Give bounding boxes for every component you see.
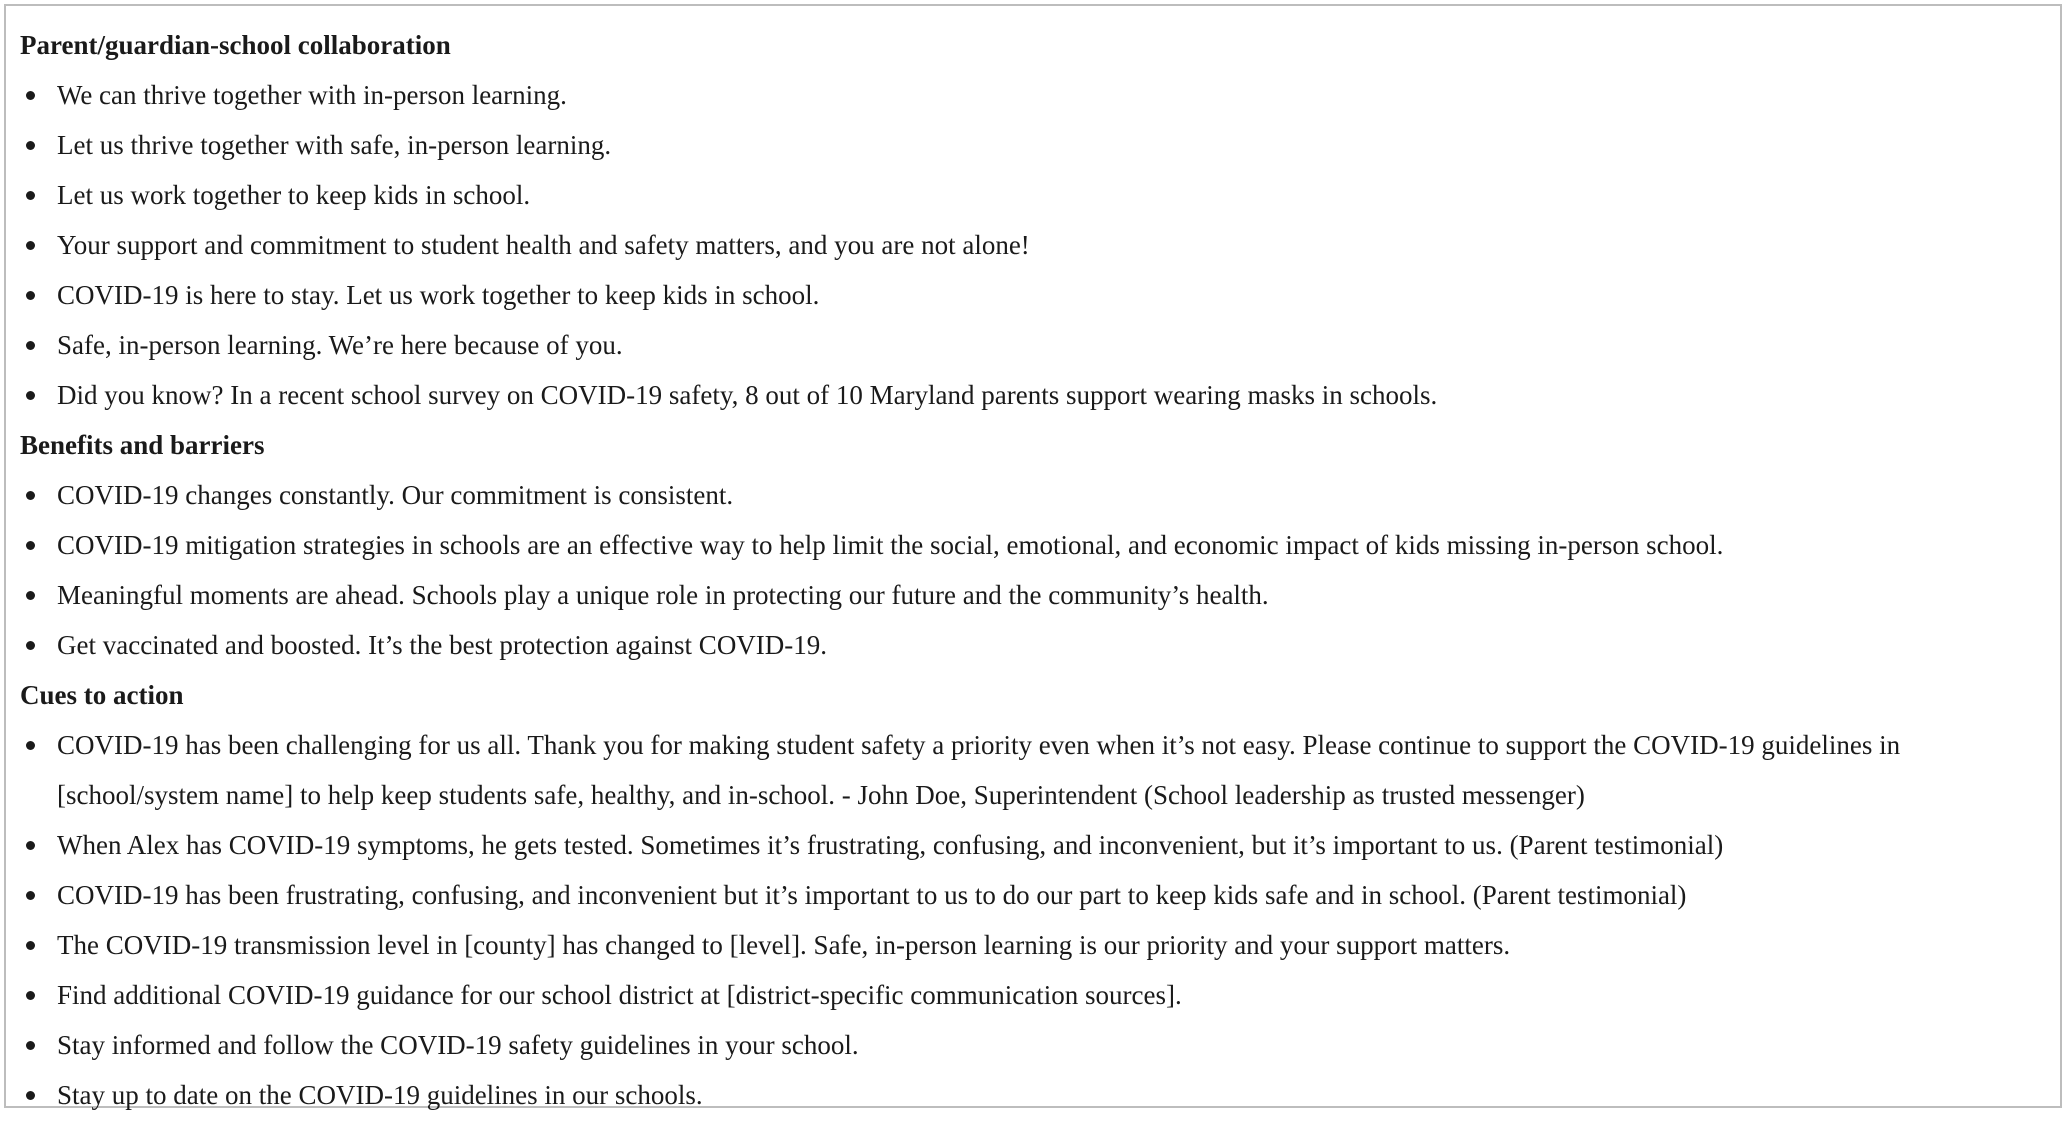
list-item (20, 720, 2060, 820)
list-item (20, 820, 2060, 870)
bullet-icon (26, 141, 35, 150)
list-item-text: COVID-19 has been challenging for us all. Thank you for making student safety a priority even when it’s not easy. Please continue to support the COVID-19 guidelines in [school/system name] to help keep students safe, healthy, and in-school. - John Doe, Superintendent (School leadership as trusted messenger) (57, 730, 1901, 810)
bullet-icon (26, 841, 35, 850)
list-item (20, 520, 2060, 570)
list-item (20, 170, 2060, 220)
bullet-icon (26, 491, 35, 500)
bullet-icon (26, 91, 35, 100)
list-item-text: COVID-19 has been frustrating, confusing, and inconvenient but it’s important to us to do our part to keep kids safe and in school. (Parent testimonial) (57, 880, 1687, 910)
list-item-text: Let us work together to keep kids in school. (57, 180, 531, 210)
list-item (20, 920, 2060, 970)
list-item (20, 70, 2060, 120)
bullet-icon (26, 241, 35, 250)
list-item-text: The COVID-19 transmission level in [county] has changed to [level]. Safe, in-person learning is our priority and your support matters. (57, 930, 1511, 960)
bullet-icon (26, 391, 35, 400)
bullet-icon (26, 541, 35, 550)
bullet-icon (26, 741, 35, 750)
bullet-icon (26, 291, 35, 300)
bullet-icon (26, 941, 35, 950)
list-item (20, 270, 2060, 320)
bullet-list (20, 720, 2060, 1120)
bullet-icon (26, 341, 35, 350)
list-item-text: Get vaccinated and boosted. It’s the best protection against COVID-19. (57, 630, 828, 660)
list-item-text: COVID-19 is here to stay. Let us work together to keep kids in school. (57, 280, 820, 310)
list-item-text: Safe, in-person learning. We’re here because of you. (57, 330, 623, 360)
bullet-icon (26, 1091, 35, 1100)
list-item-text: Meaningful moments are ahead. Schools play a unique role in protecting our future and the community’s health. (57, 580, 1269, 610)
list-item-text: Let us thrive together with safe, in-person learning. (57, 130, 612, 160)
list-item (20, 370, 2060, 420)
section-heading: Benefits and barriers (20, 430, 265, 460)
list-item-text: Stay up to date on the COVID-19 guidelines in our schools. (57, 1080, 703, 1110)
section-cues-to-action (20, 670, 2060, 1120)
list-item-text: Stay informed and follow the COVID-19 safety guidelines in your school. (57, 1030, 859, 1060)
list-item (20, 1020, 2060, 1070)
section-heading: Parent/guardian-school collaboration (20, 30, 451, 60)
list-item (20, 220, 2060, 270)
list-item-text: COVID-19 mitigation strategies in schools are an effective way to help limit the social, emotional, and economic impact of kids missing in-person school. (57, 530, 1724, 560)
section-heading: Cues to action (20, 680, 184, 710)
list-item (20, 570, 2060, 620)
list-item-text: COVID-19 changes constantly. Our commitment is consistent. (57, 480, 734, 510)
list-item-text: Your support and commitment to student health and safety matters, and you are not alone! (57, 230, 1030, 260)
list-item (20, 970, 2060, 1020)
section-parent-school-collaboration (20, 20, 2060, 420)
bullet-icon (26, 1041, 35, 1050)
list-item-text: Find additional COVID-19 guidance for our school district at [district-specific communication sources]. (57, 980, 1182, 1010)
list-item (20, 320, 2060, 370)
bullet-icon (26, 191, 35, 200)
list-item (20, 620, 2060, 670)
list-item-text: When Alex has COVID-19 symptoms, he gets tested. Sometimes it’s frustrating, confusing, and inconvenient, but it’s important to us. (Parent testimonial) (57, 830, 1724, 860)
bullet-list (20, 470, 2060, 670)
list-item (20, 1070, 2060, 1120)
document-frame (4, 4, 2062, 1108)
list-item-text: We can thrive together with in-person learning. (57, 80, 567, 110)
list-item (20, 870, 2060, 920)
section-benefits-and-barriers (20, 420, 2060, 670)
bullet-icon (26, 641, 35, 650)
list-item (20, 120, 2060, 170)
bullet-icon (26, 591, 35, 600)
list-item (20, 470, 2060, 520)
list-item-text: Did you know? In a recent school survey on COVID-19 safety, 8 out of 10 Maryland parents support wearing masks in schools. (57, 380, 1438, 410)
bullet-list (20, 70, 2060, 420)
bullet-icon (26, 991, 35, 1000)
bullet-icon (26, 891, 35, 900)
